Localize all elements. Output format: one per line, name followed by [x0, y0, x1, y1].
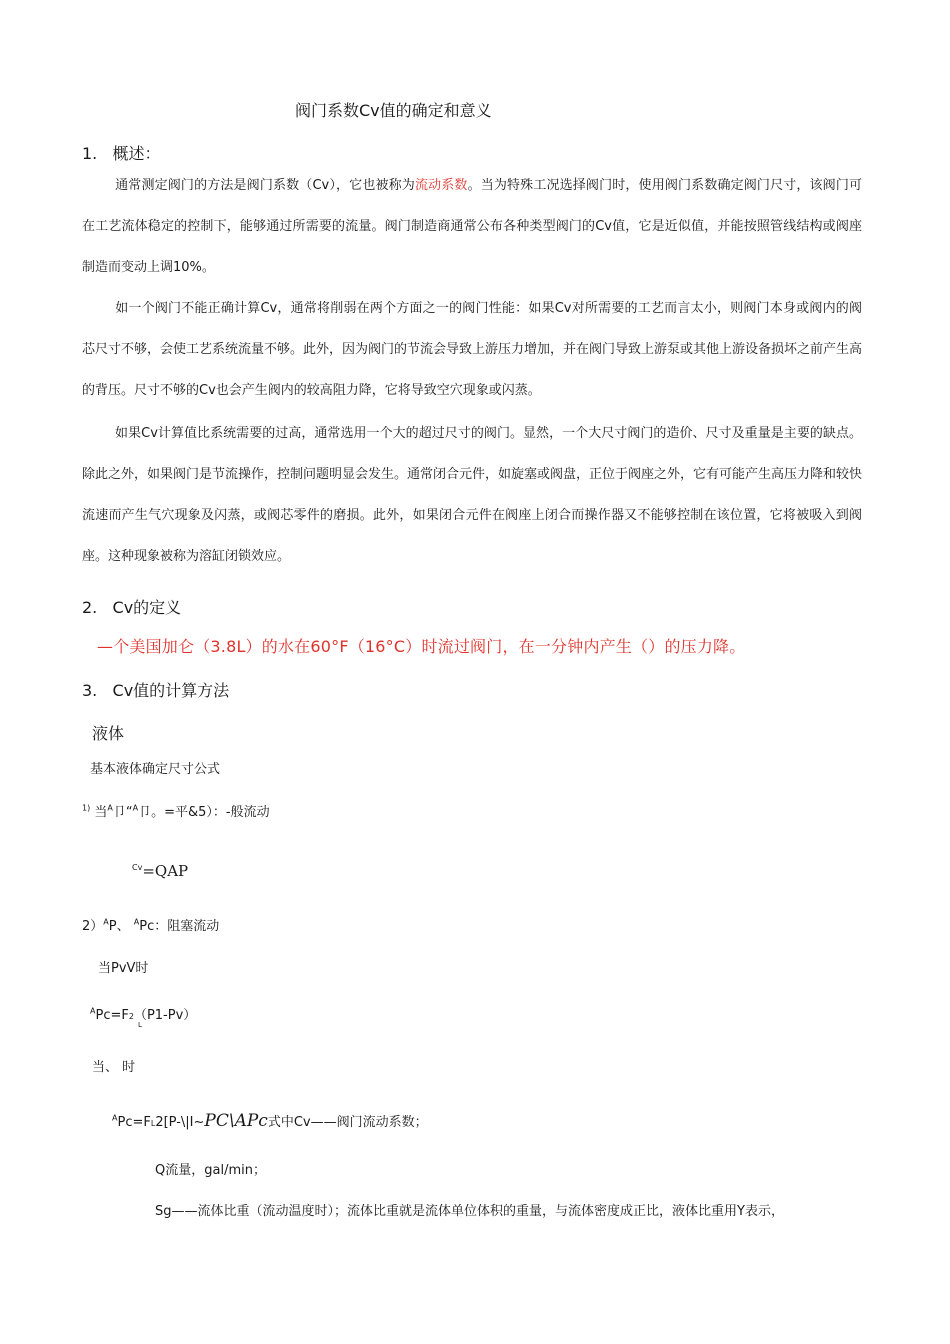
q-definition: Q流量，gal/min； [155, 1163, 266, 1178]
when-pvv-line: 当PvV时 [98, 961, 149, 976]
formula-2 [90, 1004, 196, 1023]
formula-1-sup: Cv [132, 863, 143, 872]
paragraph-1-start: 通常测定阀门的方法是阀门系数（Cv），它也被称为 [115, 178, 415, 193]
page-title: 阀门系数Cv值的确定和意义 [295, 101, 492, 120]
case-1-text-a: 当 [94, 805, 108, 820]
formula-2-sup: A [90, 1006, 96, 1016]
sg-definition: Sg——流体比重（流动温度时）；流体比重就是流体单位体积的重量，与流体密度成正比，液体比重用Y表示， [155, 1204, 784, 1219]
section-3-title: Cv值的计算方法 [112, 681, 230, 700]
case-2-number: 2） [82, 919, 104, 934]
paragraph-3-text: 如果Cv计算值比系统需要的过高，通常选用一个大的超过尺寸的阀门。显然，一个大尺寸阀门的造价、尺寸及重量是主要的缺点。除此之外，如果阀门是节流操作，控制问题明显会发生。通常闭合元件，如旋塞或阀盘，正位于阀座之外，它有可能产生高压力降和较快流速而产生气穴现象及闪蒸，或阀芯零件的磨损。此外，如果闭合元件在阀座上闭合而操作器又不能够控制在该位置，它将被吸入到阀座。这种现象被称为溶缸闭锁效应。 [82, 426, 863, 564]
formula-3-italic: PC\APc [204, 1111, 268, 1131]
formula-3-text-b: 2[P-\|I~ [155, 1115, 205, 1130]
paragraph-1-end: 。当为特殊工况选择阀门时，使用阀门系数确定阀门尺寸，该阀门可在工艺流体稳定的控制下，能够通过所需要的流量。阀门制造商通常公布各种类型阀门的Cv值，它是近似值，并能按照管线结构或阀座制造而变动上调10%。 [82, 178, 862, 275]
liquid-heading: 液体 [92, 724, 125, 743]
section-1-heading [82, 141, 161, 164]
formula-2-text-a: Pc=F [95, 1008, 129, 1023]
when-2-line: 当、 时 [92, 1060, 136, 1075]
basic-formula-heading: 基本液体确定尺寸公式 [90, 762, 221, 777]
section-3-number: 3. [82, 681, 98, 700]
paragraph-2-text: 如一个阀门不能正确计算Cv，通常将削弱在两个方面之一的阀门性能：如果Cv对所需要的工艺而言太小，则阀门本身或阀内的阀芯尺寸不够，会使工艺系统流量不够。此外，因为阀门的节流会导致上游压力增加，并在阀门导致上游泵或其他上游设备损坏之前产生高的背压。尺寸不够的Cv也会产生阀内的较高阻力降，它将导致空穴现象或闪蒸。 [82, 301, 863, 398]
formula-2-sub: 2 [128, 1012, 134, 1021]
formula-1 [132, 862, 188, 880]
case-2-line [82, 915, 219, 934]
case-1-text-c: 卩。=平&5）：-般流动 [138, 805, 270, 820]
case-1-sup-1: A [107, 803, 113, 813]
flow-coefficient-highlight: 流动系数 [414, 178, 468, 193]
case-2-text-b: P、 [108, 919, 130, 934]
formula-3-text-c: 式中Cv——阀门流动系数； [267, 1115, 428, 1130]
paragraph-1 [82, 165, 862, 288]
case-1-number: 1) [82, 803, 91, 813]
case-1-sup-2: A [132, 803, 139, 813]
formula-3 [112, 1111, 428, 1131]
formula-1-text: =QAP [142, 862, 189, 880]
paragraph-2 [82, 288, 862, 411]
section-1-number: 1. [82, 144, 98, 163]
cv-definition: —个美国加仑（3.8L）的水在60°F（16°C）时流过阀门，在一分钟内产生（）的压力降。 [97, 637, 746, 656]
section-2-heading [82, 595, 181, 618]
section-1-title: 概述： [112, 144, 161, 163]
case-1-line [82, 801, 270, 820]
paragraph-3 [82, 413, 862, 577]
section-2-title: Cv的定义 [112, 598, 182, 617]
case-2-sup-1: A [103, 917, 109, 927]
formula-2-text-b: （P1-Pv） [133, 1008, 197, 1023]
section-2-number: 2. [82, 598, 98, 617]
case-2-sup-2: A [133, 917, 140, 927]
case-2-text-c: Pc：阻塞流动 [139, 919, 220, 934]
formula-3-sup: A [112, 1113, 118, 1123]
formula-3-sub: L [150, 1119, 156, 1128]
section-3-heading [82, 678, 229, 701]
formula-2-tiny-mark: L [138, 1021, 142, 1029]
case-1-text-b: 卩“ [112, 805, 133, 820]
formula-3-text-a: Pc=F [117, 1115, 151, 1130]
